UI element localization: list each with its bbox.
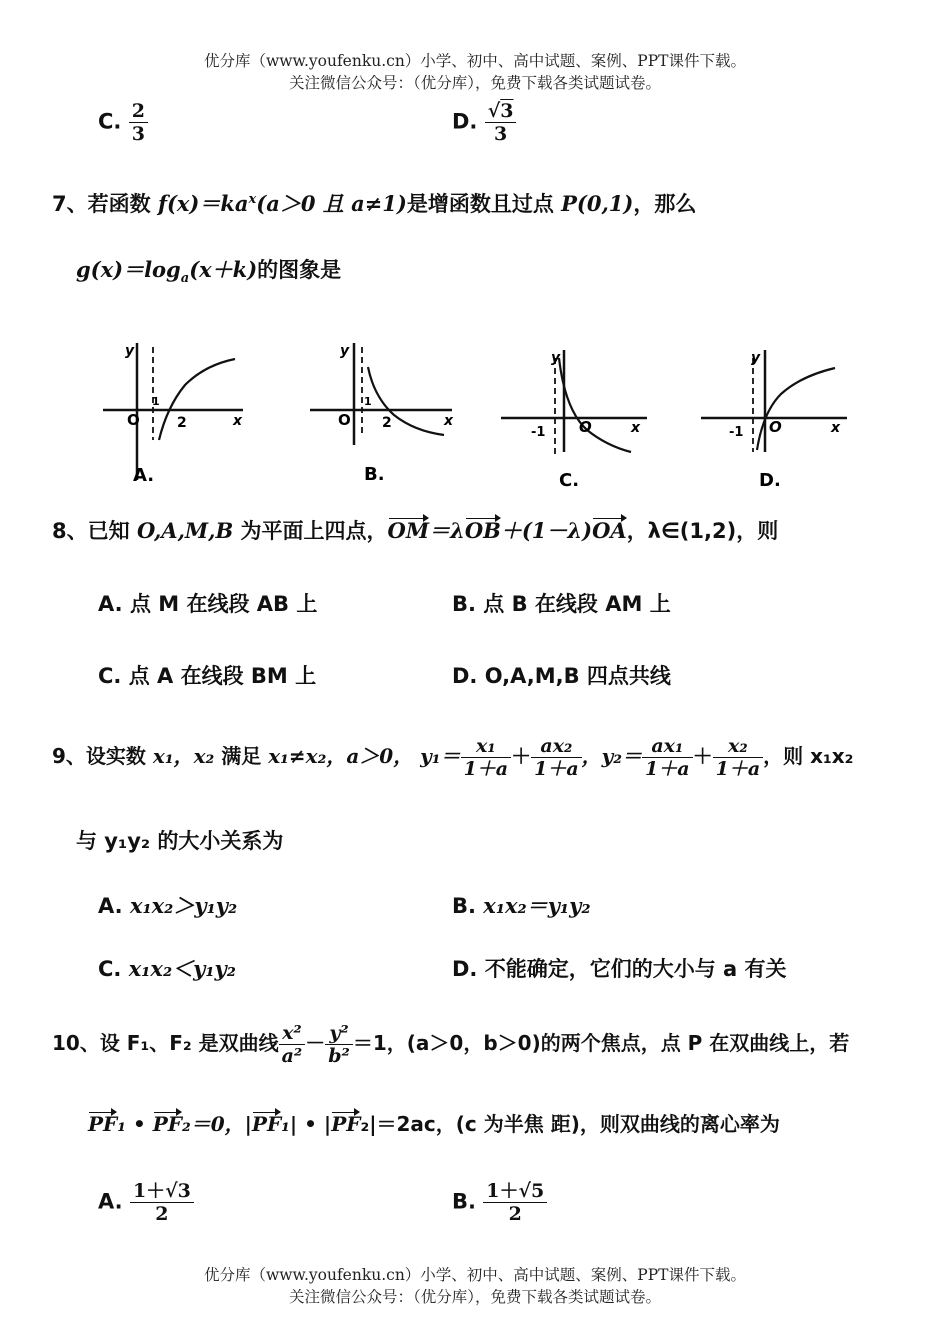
footer-line-2: 关注微信公众号：（优分库），免费下载各类试题试卷。	[288, 1288, 661, 1306]
q10-b-label: B.	[452, 1189, 476, 1214]
q8-points: O,A,M,B	[136, 518, 234, 543]
q7-number: 7、	[52, 192, 88, 216]
q8-eq: ＝λ	[429, 518, 465, 543]
q9-option-d	[452, 953, 787, 983]
q9-y2: ，y₂＝	[581, 744, 643, 768]
q7-point: P(0,1)	[561, 191, 634, 216]
q10-a-label: A.	[98, 1189, 123, 1214]
q6-option-c	[98, 100, 148, 145]
q8-option-a	[98, 588, 317, 618]
header-line-1: 优分库（www.youfenku.cn）小学、初中、高中试题、案例、PPT课件下载。	[203, 52, 747, 70]
header-line-2: 关注微信公众号：（优分库），免费下载各类试题试卷。	[288, 74, 661, 92]
graph-a-x-label: x	[233, 413, 243, 429]
graph-d-origin: O	[769, 418, 782, 436]
graph-a-curve	[159, 359, 235, 440]
q9-number: 9、	[52, 744, 86, 768]
q7-prefix: 若函数	[87, 192, 151, 216]
q8-c-text: 点 A 在线段 BM 上	[128, 664, 317, 688]
q10-b-num: 1＋√5	[483, 1180, 547, 1203]
q7-line2-text: 的图象是	[257, 258, 342, 282]
q9-frac-1-num: x₁	[461, 735, 512, 758]
graph-b-curve	[368, 367, 444, 435]
q6-d-den: 3	[493, 123, 508, 145]
q7-log-base: a	[180, 271, 190, 287]
q9-frac-1	[461, 735, 512, 780]
q8-mid: ＋(1－λ)	[500, 518, 593, 543]
graph-d-y-label: y	[751, 350, 761, 366]
q6-d-num: √3	[485, 100, 517, 123]
q8-d-text: O,A,M,B 四点共线	[484, 664, 671, 688]
graph-a-label: A.	[133, 465, 155, 486]
q7-graph-b	[302, 335, 472, 490]
q8-vector-oa: OA	[592, 518, 627, 543]
q10-stem-line1	[52, 1022, 849, 1067]
graph-a-origin: O	[127, 411, 140, 429]
graph-b-tick-2: 2	[382, 415, 392, 431]
q8-a-label: A.	[98, 592, 123, 616]
graph-b-tick-1: 1	[364, 395, 372, 408]
q9-frac-2-den: 1＋a	[534, 758, 579, 780]
q10-option-a	[98, 1180, 194, 1225]
q6-d-fraction	[485, 100, 517, 145]
graph-a-tick-2: 2	[177, 415, 187, 431]
q9-plus-2: ＋	[692, 744, 713, 768]
q8-option-b	[452, 588, 671, 618]
q10-part-a: ₁ •	[117, 1112, 153, 1136]
graph-a-tick-1: 1	[152, 395, 160, 408]
q7-graph-a	[95, 335, 265, 490]
q7-graph-c	[497, 340, 667, 492]
q6-c-num: 2	[129, 100, 148, 123]
graph-c-x-label: x	[631, 420, 641, 436]
q9-b-label: B.	[452, 894, 476, 918]
q9-option-c	[98, 953, 236, 983]
q9-text1: 设实数	[85, 744, 146, 768]
q7-text2: 是增函数且过点	[406, 192, 554, 216]
graph-c-label: C.	[559, 470, 580, 491]
q10-vector-pf1-a: PF	[88, 1112, 118, 1136]
q10-frac-y-den: b²	[328, 1045, 350, 1067]
q8-number: 8、	[52, 519, 88, 543]
q8-text2: 为平面上四点，	[240, 519, 388, 543]
q10-part-d: ₂|＝2ac，(c 为半焦 距)，则双曲线的离心率为	[360, 1112, 780, 1136]
q9-frac-1-den: 1＋a	[463, 758, 509, 780]
graph-d-tick-neg1: -1	[729, 425, 744, 440]
graph-b-origin: O	[338, 411, 351, 429]
q9-a-label: A.	[98, 894, 123, 918]
q9-frac-2-num: ax₂	[531, 735, 582, 758]
graph-d-x-label: x	[831, 420, 841, 436]
q10-b-fraction	[483, 1180, 547, 1225]
graph-c-y-label: y	[551, 350, 561, 366]
q10-number: 10、	[52, 1031, 100, 1055]
q9-option-a	[98, 890, 237, 920]
q10-frac-x-num: x²	[279, 1022, 306, 1045]
q10-a-den: 2	[155, 1203, 169, 1225]
q8-stem	[52, 515, 778, 545]
q8-text1: 已知	[87, 519, 130, 543]
q9-frac-4-den: 1＋a	[715, 758, 761, 780]
q8-b-text: 点 B 在线段 AM 上	[483, 592, 671, 616]
q9-option-b	[452, 890, 591, 920]
q10-a-fraction	[130, 1180, 194, 1225]
q10-a-num: 1＋√3	[130, 1180, 194, 1203]
q6-c-label: C.	[98, 109, 122, 134]
q10-b-den: 2	[508, 1203, 522, 1225]
graph-b-label: B.	[364, 464, 385, 485]
q9-frac-3-den: 1＋a	[645, 758, 690, 780]
q9-tail: ，则 x₁x₂	[763, 744, 854, 768]
q6-d-radicand: 3	[500, 100, 514, 122]
q10-vector-pf2-a: PF	[152, 1112, 182, 1136]
graph-b-y-label: y	[340, 343, 350, 359]
q8-b-label: B.	[452, 592, 476, 616]
q10-part-c: ₁| • |	[281, 1112, 332, 1136]
q9-c-label: C.	[98, 957, 122, 981]
q7-arg: (x＋k)	[189, 257, 258, 282]
q9-d-label: D.	[452, 957, 478, 981]
q10-vector-pf2-b: PF	[331, 1112, 361, 1136]
q9-b-text: x₁x₂＝y₁y₂	[483, 893, 591, 918]
q10-eq-text: ＝1，(a＞0，b＞0)的两个焦点，点 P 在双曲线上，若	[352, 1031, 850, 1055]
graph-c-origin: O	[579, 418, 592, 436]
q6-d-label: D.	[452, 109, 478, 134]
q6-option-d	[452, 100, 516, 145]
q7-g: g(x)＝log	[76, 257, 181, 282]
q9-cond: x₁≠x₂，a＞0，	[268, 744, 414, 768]
q9-a-text: x₁x₂＞y₁y₂	[129, 893, 238, 918]
q8-option-d	[452, 660, 671, 690]
q9-frac-4-num: x₂	[713, 735, 764, 758]
q8-vector-ob: OB	[464, 518, 501, 543]
q10-stem-line2	[88, 1108, 780, 1137]
q9-plus-1: ＋	[511, 744, 532, 768]
q9-frac-3	[642, 735, 693, 780]
graph-d-label: D.	[759, 470, 781, 491]
page-footer	[0, 1264, 950, 1308]
q8-option-c	[98, 660, 316, 690]
q10-frac-y	[325, 1022, 353, 1067]
q10-frac-x	[279, 1022, 306, 1067]
q7-graph-d	[697, 340, 867, 492]
q10-text1: 设 F₁、F₂ 是双曲线	[99, 1031, 279, 1055]
q9-frac-4	[713, 735, 764, 780]
q9-line2: 与 y₁y₂ 的大小关系为	[76, 829, 284, 853]
q8-c-label: C.	[98, 664, 122, 688]
q10-frac-x-den: a²	[281, 1045, 303, 1067]
q7-condition: (a＞0 且 a≠1)	[256, 191, 407, 216]
q9-frac-3-num: ax₁	[642, 735, 693, 758]
graph-d-curve	[757, 368, 835, 450]
q9-stem	[52, 735, 853, 780]
graph-c-tick-neg1: -1	[531, 425, 546, 440]
q6-c-fraction	[129, 100, 148, 145]
q7-function: f(x)＝ka	[157, 191, 249, 216]
q10-vector-pf1-b: PF	[251, 1112, 282, 1136]
q9-c-text: x₁x₂＜y₁y₂	[128, 956, 236, 981]
q10-option-b	[452, 1180, 547, 1225]
page-header	[0, 50, 950, 94]
q7-stem-line2	[76, 254, 341, 286]
q7-stem-line1	[52, 188, 696, 218]
q7-exponent: x	[248, 192, 257, 207]
graph-b-x-label: x	[444, 413, 454, 429]
q10-minus: －	[305, 1031, 326, 1055]
q9-text2: 满足	[221, 744, 262, 768]
graph-a-y-label: y	[125, 343, 135, 359]
graph-c-curve	[559, 358, 631, 452]
q7-text3: ，那么	[633, 192, 697, 216]
q8-vector-om: OM	[387, 518, 430, 543]
q10-frac-y-num: y²	[325, 1022, 353, 1045]
q9-vars: x₁，x₂	[152, 744, 215, 768]
q9-d-text: 不能确定，它们的大小与 a 有关	[484, 957, 787, 981]
q8-a-text: 点 M 在线段 AB 上	[129, 592, 318, 616]
q8-tail: ，λ∈(1,2)，则	[626, 519, 779, 543]
q10-part-b: ₂＝0，|	[181, 1112, 252, 1136]
q9-frac-2	[531, 735, 582, 780]
q6-c-den: 3	[131, 123, 145, 145]
footer-line-1: 优分库（www.youfenku.cn）小学、初中、高中试题、案例、PPT课件下载。	[203, 1266, 747, 1284]
q9-y1: y₁＝	[420, 744, 461, 768]
q8-d-label: D.	[452, 664, 478, 688]
